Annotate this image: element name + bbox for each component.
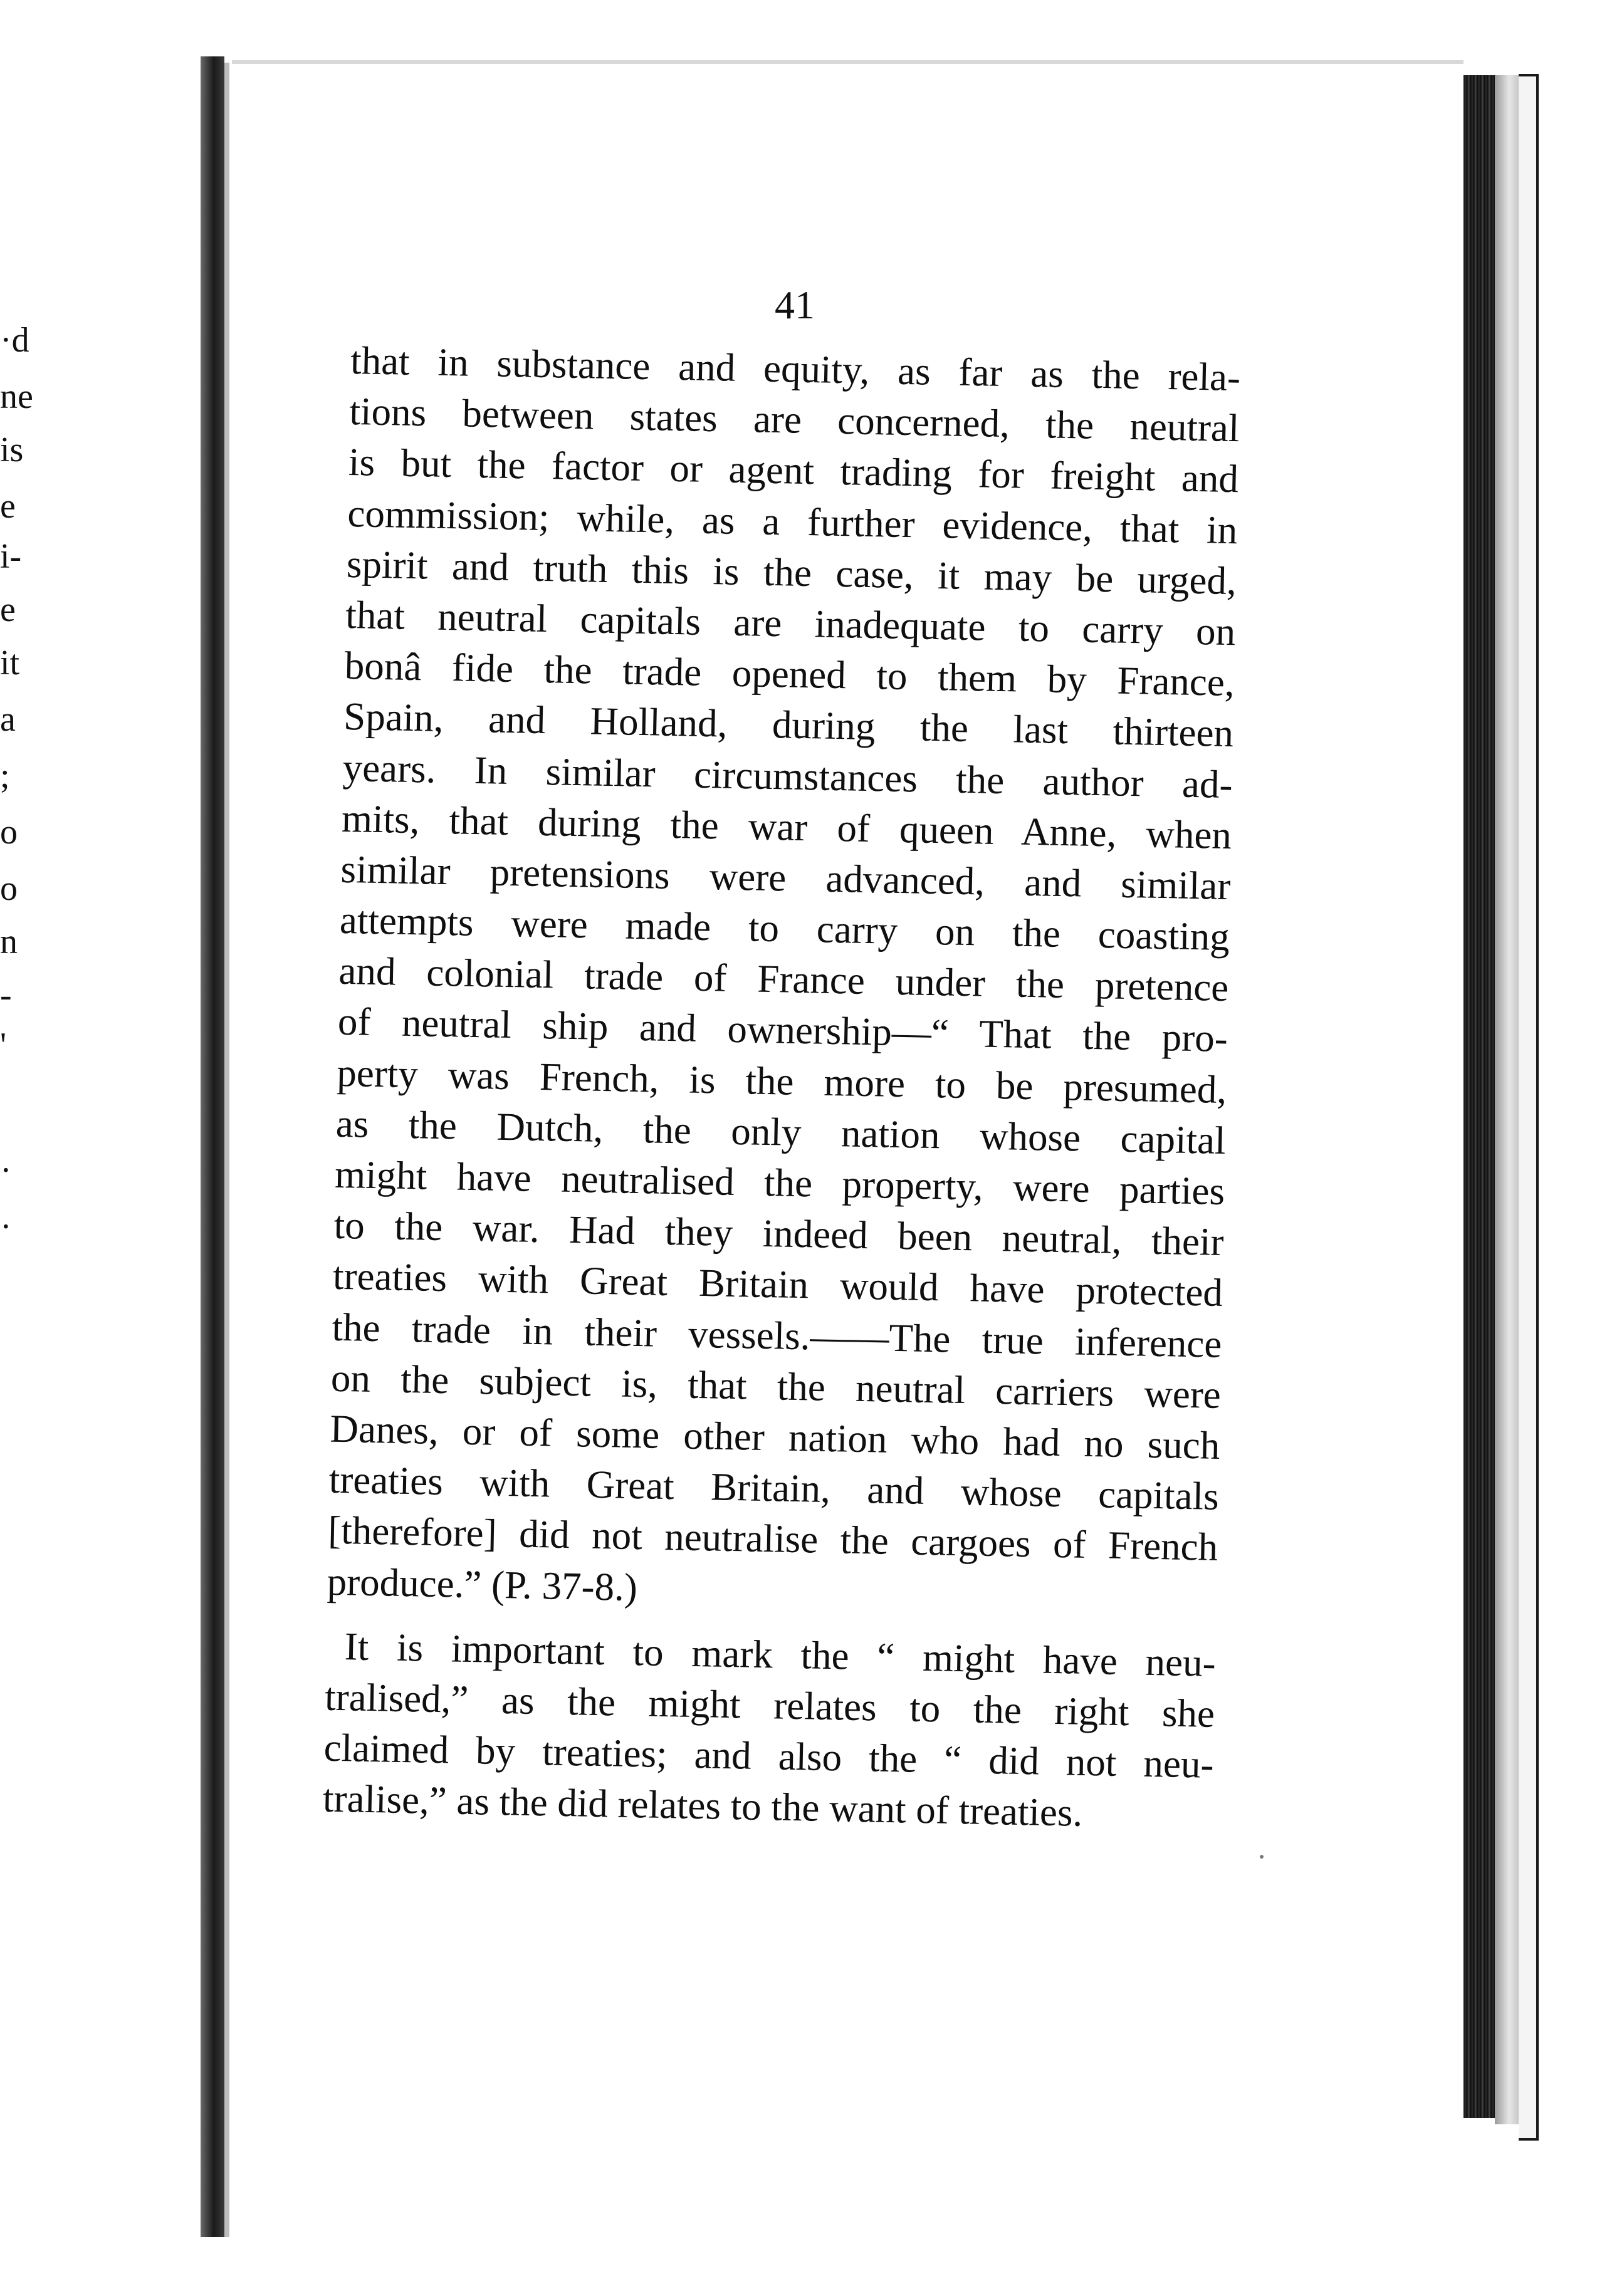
page-top-edge (232, 60, 1463, 64)
left-page-fragment: e (0, 487, 16, 526)
text-line: years. In similar circumstances the author ad- (342, 745, 1233, 806)
text-line: and colonial trade of France under the pretence (338, 949, 1229, 1010)
text-line: mits, that during the war of queen Anne, when (341, 796, 1232, 857)
left-page-fragment: o (0, 813, 18, 852)
left-page-fragment: n (0, 922, 18, 961)
text-line: treaties with Great Britain would have protected (332, 1254, 1223, 1315)
left-page-fragment: · (0, 1208, 12, 1246)
text-line: commission; while, as a further evidence, that in (347, 491, 1238, 552)
text-line: treaties with Great Britain, and whose capitals (328, 1457, 1220, 1519)
page-stack-light (1495, 75, 1519, 2124)
page-body-text (322, 335, 1240, 1841)
text-line: Spain, and Holland, during the last thirteen (343, 694, 1234, 756)
left-page-fragment: · (0, 1151, 12, 1190)
left-page-fragment: ; (0, 756, 10, 795)
left-page-fragment: o (0, 869, 18, 908)
text-line: that in substance and equity, as far as the rela- (350, 338, 1241, 400)
text-line: attempts were made to carry on the coasting (339, 897, 1230, 959)
text-line: might have neutralised the property, were parties (334, 1152, 1225, 1214)
text-line: is but the factor or agent trading for freight and (348, 440, 1239, 501)
left-page-fragment: e (0, 590, 16, 629)
text-line: [therefore] did not neutralise the cargoes of French (327, 1508, 1218, 1570)
page-number: 41 (775, 283, 815, 327)
left-page-fragment: ne (0, 377, 33, 416)
left-page-fragment: - (0, 976, 12, 1015)
left-page-fragment: a (0, 700, 16, 739)
text-line: to the war. Had they indeed been neutral, their (333, 1203, 1225, 1265)
left-page-fragment: it (0, 644, 20, 682)
left-page-fragment: is (0, 430, 24, 469)
stray-mark (1260, 1855, 1264, 1859)
text-line: Danes, or of some other nation who had no such (329, 1406, 1220, 1468)
text-line: as the Dutch, the only nation whose capital (335, 1101, 1227, 1162)
text-line: on the subject is, that the neutral carriers were (330, 1355, 1222, 1417)
text-line: tions between states are concerned, the neutral (349, 389, 1240, 451)
text-line: that neutral capitals are inadequate to carry on (345, 592, 1236, 654)
text-line: the trade in their vessels.——The true inference (331, 1305, 1223, 1366)
text-line: tralise,” as the did relates to the want of treaties. (322, 1776, 1083, 1835)
left-page-fragment: ' (0, 1026, 7, 1065)
left-page-fragment: i- (0, 537, 22, 576)
text-line: of neutral ship and ownership—“ That the pro- (337, 999, 1228, 1061)
book-gutter (201, 56, 224, 2237)
text-line: perty was French, is the more to be presumed, (336, 1050, 1227, 1112)
text-line: similar pretensions were advanced, and similar (340, 847, 1232, 908)
text-line: It is important to mark the “ might have neu- (344, 1624, 1217, 1685)
text-line: produce.” (P. 37-8.) (327, 1559, 638, 1609)
text-line: claimed by treaties; and also the “ did not neu- (323, 1725, 1215, 1787)
page-stack-edge (1463, 75, 1495, 2118)
book-cover-edge (1519, 74, 1539, 2141)
gutter-edge (224, 63, 229, 2237)
text-line: bonâ fide the trade opened to them by France, (344, 644, 1235, 705)
text-line: tralised,” as the might relates to the right she (324, 1674, 1215, 1736)
left-page-fragment: ·d (0, 321, 29, 360)
text-line: spirit and truth this is the case, it may be urged, (346, 541, 1237, 603)
